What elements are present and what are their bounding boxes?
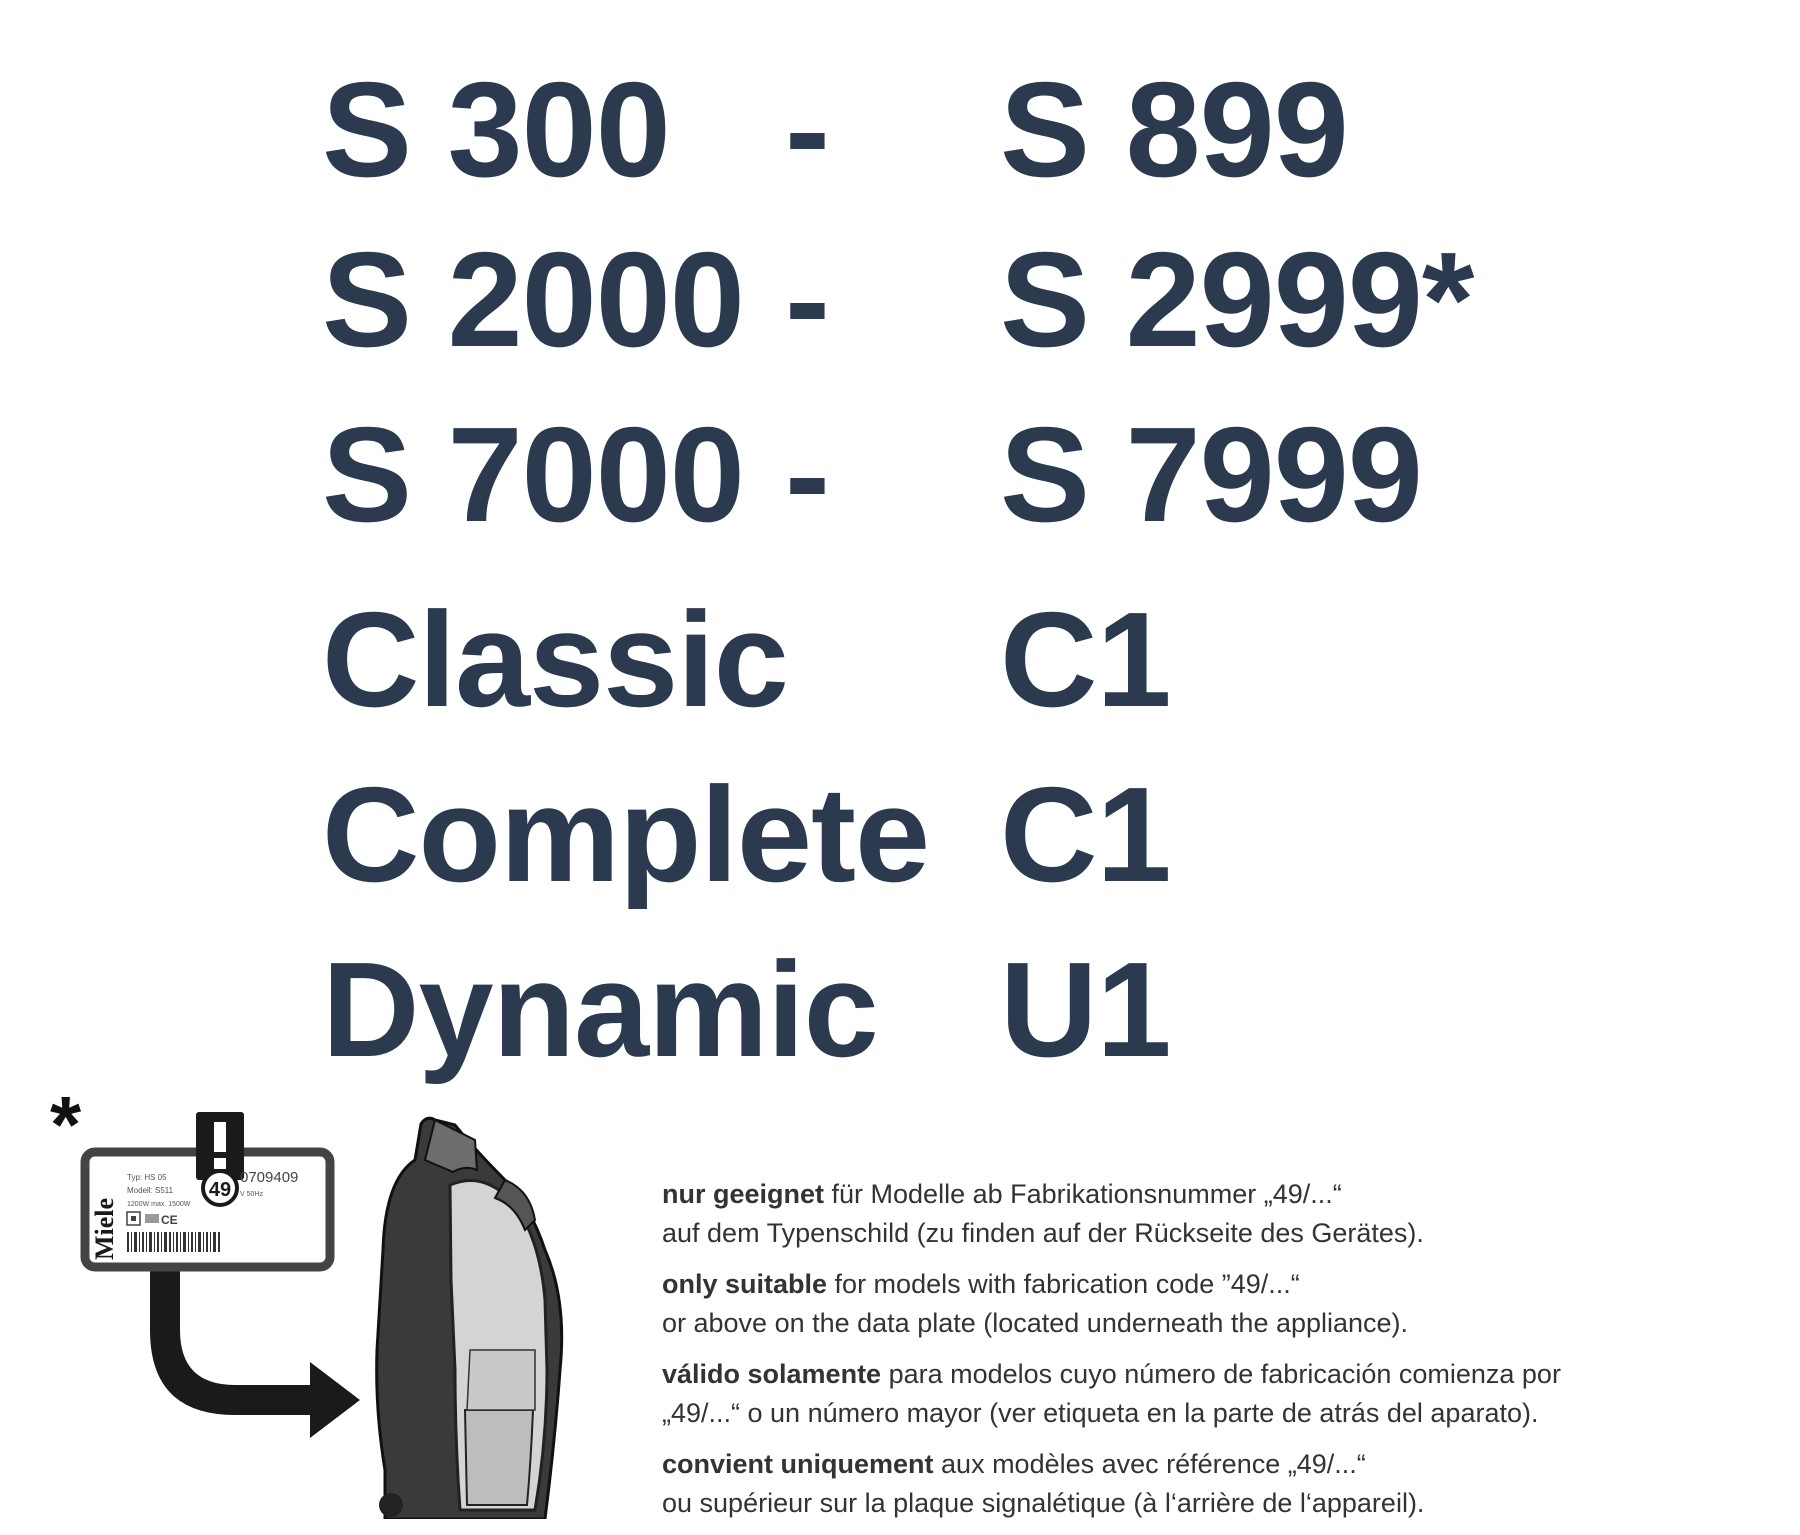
note-spanish xyxy=(662,1355,1792,1433)
model-range-row xyxy=(0,225,1800,375)
vacuum-cleaner-illustration xyxy=(355,1110,605,1519)
note-text: for models with fabrication code ”49/...“ xyxy=(827,1269,1300,1299)
model-range-dash: - xyxy=(785,399,829,550)
note-text: para modelos cuyo número de fabricación comienza por xyxy=(881,1359,1561,1389)
model-range-from: S 7000 xyxy=(322,399,744,550)
model-range-row xyxy=(0,935,1800,1085)
note-french xyxy=(662,1445,1792,1523)
model-range-dash: - xyxy=(785,224,829,375)
svg-text:V 50Hz: V 50Hz xyxy=(240,1191,263,1198)
svg-text:0709409: 0709409 xyxy=(240,1169,299,1186)
note-text-line2: „49/...“ o un número mayor (ver etiqueta en la parte de atrás del aparato). xyxy=(662,1398,1539,1428)
model-range-from: S 2000 xyxy=(322,224,744,375)
model-range-from: Classic xyxy=(322,584,788,735)
note-lead: nur geeignet xyxy=(662,1179,825,1209)
note-lead: convient uniquement xyxy=(662,1449,934,1479)
model-range-dash: - xyxy=(785,54,829,205)
svg-text:Modell: S511: Modell: S511 xyxy=(127,1186,174,1195)
model-range-row xyxy=(0,55,1800,205)
model-range-from: S 300 xyxy=(322,54,670,205)
model-range-to: S 7999 xyxy=(1000,399,1422,550)
note-lead: only suitable xyxy=(662,1269,828,1299)
svg-text:49: 49 xyxy=(208,1179,232,1201)
model-range-to: S 899 xyxy=(1000,54,1348,205)
note-text-line2: auf dem Typenschild (zu finden auf der Rückseite des Gerätes). xyxy=(662,1218,1424,1248)
note-english xyxy=(662,1265,1792,1343)
model-range-row xyxy=(0,400,1800,550)
model-range-to: U1 xyxy=(1000,934,1171,1085)
model-range-to: C1 xyxy=(1000,759,1171,910)
note-german xyxy=(662,1175,1792,1253)
model-range-to: S 2999* xyxy=(1000,224,1474,375)
note-lead: válido solamente xyxy=(662,1359,882,1389)
model-range-row xyxy=(0,585,1800,735)
svg-text:1200W max. 1500W: 1200W max. 1500W xyxy=(127,1201,191,1208)
model-range-row xyxy=(0,760,1800,910)
note-text-line2: or above on the data plate (located underneath the appliance). xyxy=(662,1308,1409,1338)
note-text-line2: ou supérieur sur la plaque signalétique (à l‘arrière de l‘appareil). xyxy=(662,1488,1425,1518)
svg-text:CE: CE xyxy=(161,1213,178,1227)
suitability-notes xyxy=(662,1175,1792,1535)
arrow-icon xyxy=(150,1265,360,1438)
footnote-asterisk: * xyxy=(50,1080,82,1169)
model-range-from: Dynamic xyxy=(322,934,878,1085)
svg-text:Typ: HS 05: Typ: HS 05 xyxy=(127,1173,167,1182)
note-text: aux modèles avec référence „49/...“ xyxy=(933,1449,1366,1479)
svg-text:Miele: Miele xyxy=(90,1197,119,1260)
model-range-from: Complete xyxy=(322,759,930,910)
model-range-to: C1 xyxy=(1000,584,1171,735)
note-text: für Modelle ab Fabrikationsnummer „49/...“ xyxy=(824,1179,1342,1209)
